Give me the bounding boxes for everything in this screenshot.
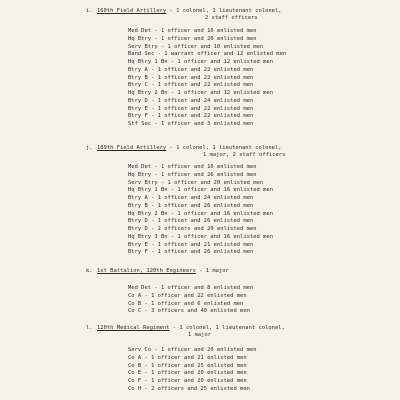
section-heading [97, 268, 229, 274]
section-marker: i. [86, 8, 93, 14]
detachment-line: Serv Btry - 1 officer and 20 enlisted men [128, 179, 264, 186]
unit-name: 160th Field Artillery [97, 8, 167, 14]
detachment-line: Co C - 3 officers and 40 enlisted men [128, 308, 250, 315]
detachment-line: Med Det - 1 officer and 10 enlisted men [128, 164, 257, 170]
detachment-line: Co H - 2 officers and 25 enlisted men [128, 385, 250, 392]
section-heading [97, 145, 282, 151]
unit-name: 120th Medical Regiment [97, 325, 170, 331]
detachment-line: Hq Btry 1 Bn - 1 officer and 16 enlisted men [128, 187, 273, 194]
unit-officers: - 1 colonel, 1 lieutenant colonel, [169, 325, 285, 331]
detachment-line: Hq Btry 2 Bn - 1 officer and 16 enlisted men [128, 210, 273, 217]
unit-name: 1st Battalion, 120th Engineers [97, 268, 196, 274]
detachment-line: Hq Btry 2 Bn - 1 officer and 12 enlisted men [128, 90, 273, 96]
detachment-line: Btry E - 1 officer and 21 enlisted men [128, 241, 254, 248]
detachment-line: Btry C - 1 officer and 22 enlisted men [128, 82, 254, 89]
detachment-line: Btry D - 1 officer and 26 enlisted men [128, 218, 254, 225]
detachment-line: Co F - 1 officer and 20 enlisted men [128, 378, 247, 384]
detachment-line: Hq Btry 1 Bn - 1 officer and 12 enlisted men [128, 59, 273, 65]
detachment-line: Co A - 1 officer and 21 enlisted men [128, 354, 247, 361]
detachment-line: Btry D - 1 officer and 24 enlisted men [128, 97, 254, 104]
detachment-line: Hq Btry - 1 officer and 20 enlisted men [128, 35, 257, 42]
detachment-line: Serv Co - 1 officer and 20 enlisted men [128, 347, 257, 353]
section-marker: k. [86, 268, 93, 274]
detachment-line: Btry F - 1 officer and 22 enlisted men [128, 113, 254, 120]
detachment-line: Btry B - 1 officer and 22 enlisted men [128, 74, 254, 81]
detachment-line: Hq Btry 3 Bn - 1 officer and 16 enlisted men [128, 233, 273, 240]
detachment-line: Btry A - 1 officer and 22 enlisted men [128, 66, 254, 73]
detachment-line: Med Det - 1 officer and 8 enlisted men [128, 285, 254, 291]
section-heading [97, 8, 282, 14]
section-marker: j. [86, 145, 93, 151]
detachment-line: Btry D - 2 officers and 20 enlisted men [128, 226, 257, 232]
detachment-line: Co B - 1 officer and 6 enlisted men [128, 300, 244, 307]
unit-officers: - 1 colonel, 1 lieutenant colonel, [166, 8, 282, 14]
unit-officers-continued: 2 staff officers [205, 15, 258, 21]
detachment-line: Med Det - 1 officer and 10 enlisted men [128, 28, 257, 34]
detachment-line: Co B - 1 officer and 25 enlisted men [128, 362, 247, 369]
detachment-line: Hq Btry - 1 officer and 26 enlisted men [128, 171, 257, 178]
detachment-line: Co E - 1 officer and 20 enlisted men [128, 370, 247, 377]
detachment-line: Btry B - 1 officer and 26 enlisted men [128, 202, 254, 209]
section-heading [97, 325, 285, 331]
section-marker: l. [86, 325, 93, 331]
detachment-line: Serv Btry - 1 officer and 10 enlisted men [128, 43, 264, 50]
unit-officers: - 1 colonel, 1 lieutenant colonel, [166, 145, 282, 151]
unit-name: 189th Field Artillery [97, 145, 167, 151]
unit-officers: - 1 major [195, 268, 229, 274]
detachment-line: Band Sec - 1 warrant officer and 12 enlisted men [128, 51, 287, 58]
detachment-line: Btry E - 1 officer and 22 enlisted men [128, 105, 254, 112]
detachment-line: Btry A - 1 officer and 24 enlisted men [128, 195, 254, 201]
detachment-line: Co A - 1 officer and 22 enlisted men [128, 292, 247, 299]
detachment-line: Btry F - 1 officer and 26 enlisted men [128, 249, 254, 256]
unit-officers-continued: 1 major, 2 staff officers [203, 152, 286, 158]
unit-officers-continued: 1 major [188, 332, 212, 338]
detachment-line: Stf Sec - 1 officer and 3 enlisted men [128, 121, 254, 127]
